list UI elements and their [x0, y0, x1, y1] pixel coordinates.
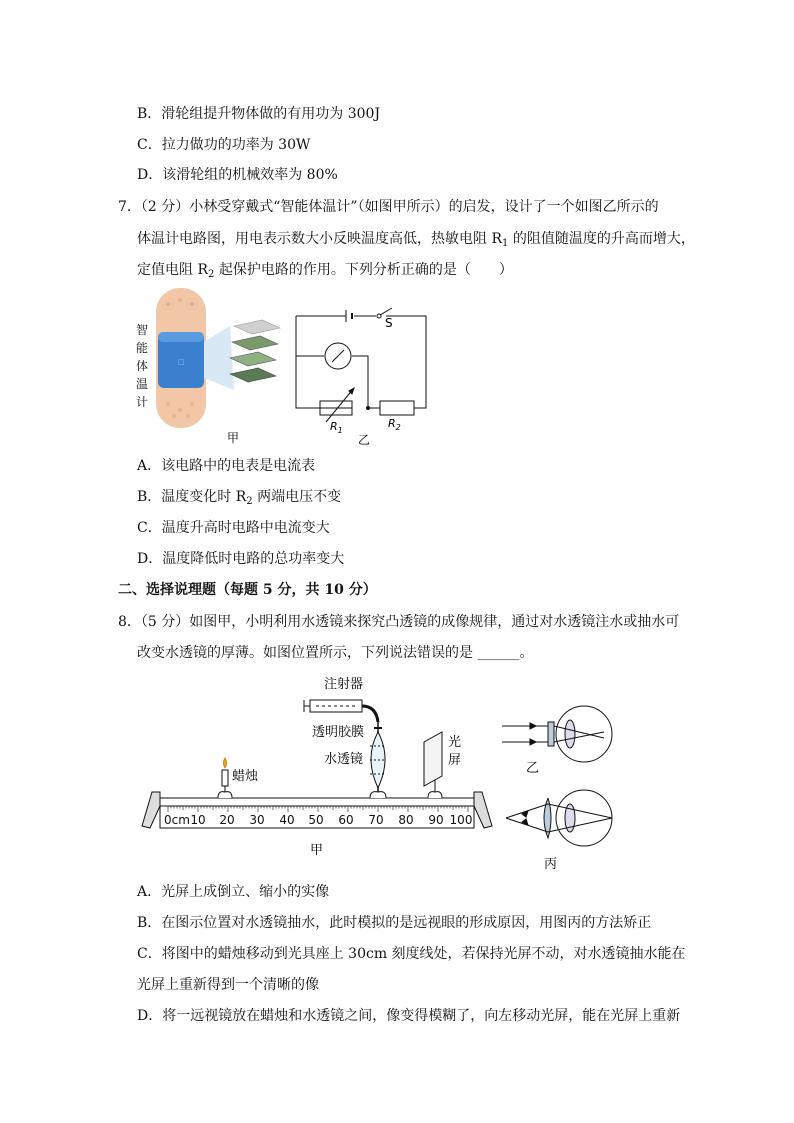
svg-text:智: 智: [135, 323, 149, 337]
q7-stem-line1: 7．（2 分）小林受穿戴式“智能体温计”（如图甲所示）的启发，设计了一个如图乙所示的: [118, 199, 659, 215]
smart-thermometer-image: [156, 288, 280, 428]
membrane-label: 透明胶膜: [312, 725, 365, 740]
svg-text:体: 体: [135, 359, 149, 373]
water-lens-label: 水透镜: [324, 752, 364, 767]
q8-option-b: B．在图示位置对水透镜抽水，此时模拟的是远视眼的形成原因，用图丙的方法矫正: [137, 915, 652, 931]
screen-label-1: 光: [448, 735, 462, 750]
figure-jia-label: 甲: [310, 843, 324, 858]
q7-stem-line3: 定值电阻 $R_2$ 起保护电路的作用。下列分析正确的是（ ）: [137, 262, 513, 280]
q8-stem-line2: 改变水透镜的厚薄。如图位置所示，下列说法错误的是 ______。: [137, 645, 534, 661]
syringe: [304, 700, 378, 722]
syringe-label: 注射器: [324, 677, 364, 692]
q7-figure: [130, 284, 440, 449]
svg-text:10: 10: [190, 813, 206, 827]
svg-text:50: 50: [308, 813, 324, 827]
candle: [218, 758, 232, 798]
svg-text:计: 计: [135, 395, 149, 409]
section-title: 二、选择说理题（每题 5 分，共 10 分）: [118, 582, 377, 598]
q8-stem-line1: 8．（5 分）如图甲，小明利用水透镜来探究凸透镜的成像规律，通过对水透镜注水或抽水可: [118, 614, 680, 630]
q7-option-c: C．温度升高时电路中电流变大: [137, 520, 330, 536]
r1-label: $R_1$: [330, 420, 343, 435]
svg-text:70: 70: [368, 813, 384, 827]
svg-text:60: 60: [338, 813, 354, 827]
figure-yi-label: 乙: [526, 761, 540, 776]
svg-text:40: 40: [279, 813, 295, 827]
svg-text:温: 温: [135, 377, 149, 391]
water-lens: [370, 718, 386, 798]
q6-option-c: C．拉力做功的功率为 30W: [137, 137, 311, 153]
light-screen: [424, 732, 442, 798]
q8-figure: [138, 668, 628, 876]
svg-text:20: 20: [219, 813, 235, 827]
svg-text:100: 100: [449, 813, 473, 827]
svg-text:30: 30: [249, 813, 265, 827]
switch-label: S: [385, 316, 393, 330]
svg-text:能: 能: [135, 341, 149, 355]
screen-label-2: 屏: [448, 753, 462, 768]
figure-jia-label: 甲: [226, 431, 240, 445]
candle-label: 蜡烛: [232, 769, 259, 784]
q8-option-c-line2: 光屏上重新得到一个清晰的像: [137, 977, 319, 993]
device-label: [136, 323, 148, 409]
q8-option-a: A．光屏上成倒立、缩小的实像: [137, 884, 330, 900]
q6-option-b: B．滑轮组提升物体做的有用功为 300J: [137, 106, 381, 122]
eye-diagram-bing: [506, 790, 612, 846]
svg-text:90: 90: [428, 813, 444, 827]
q8-option-c-line1: C．将图中的蜡烛移动到光具座上 30cm 刻度线处，若保持光屏不动，对水透镜抽水能在: [137, 946, 686, 962]
q7-option-a: A．该电路中的电表是电流表: [137, 458, 316, 474]
circuit-diagram: [296, 308, 426, 422]
q7-stem-line2: 体温计电路图，用电表示数大小反映温度高低，热敏电阻 $R_1$ 的阻值随温度的升高而增大，: [137, 231, 695, 249]
figure-yi-label: 乙: [358, 433, 371, 447]
svg-text:80: 80: [398, 813, 414, 827]
svg-text:0cm: 0cm: [164, 813, 190, 827]
figure-bing-label: 丙: [544, 857, 558, 872]
q8-option-d: D．将一远视镜放在蜡烛和水透镜之间，像变得模糊了，向左移动光屏，能在光屏上重新: [137, 1008, 681, 1024]
q6-option-d: D．该滑轮组的机械效率为 80%: [137, 167, 338, 183]
q7-option-d: D．温度降低时电路的总功率变大: [137, 551, 345, 567]
r2-label: $R_2$: [388, 417, 401, 432]
q7-option-b: B．温度变化时 $R_2$ 两端电压不变: [137, 489, 342, 507]
svg-text:□: □: [177, 358, 185, 366]
eye-diagram-yi: [502, 706, 612, 762]
